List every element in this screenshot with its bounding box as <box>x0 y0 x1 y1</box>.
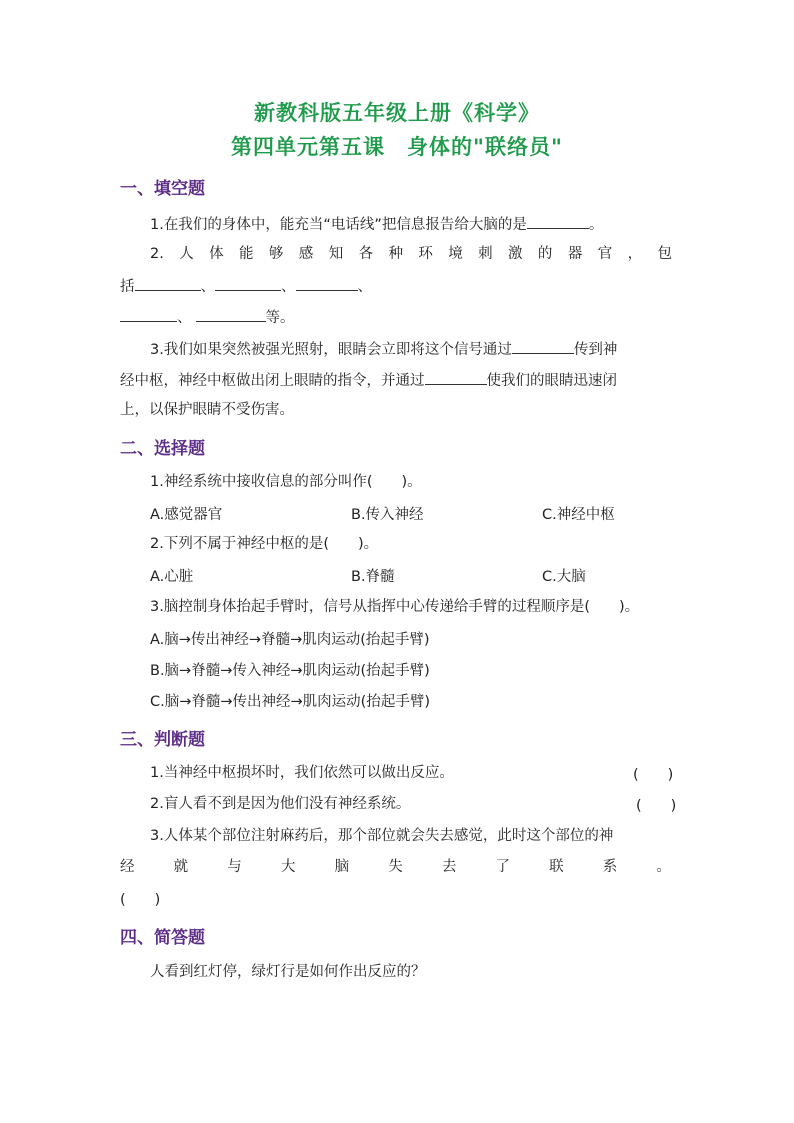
fill-q2-char: 境 <box>448 246 463 262</box>
answer-blank[interactable] <box>527 213 589 229</box>
fill-q2-char: 知 <box>328 246 344 262</box>
choice-q3-option-c[interactable]: C.脑→脊髓→传出神经→肌肉运动(抬起手臂) <box>150 694 430 710</box>
fill-q2-char: 能 <box>239 246 254 262</box>
answer-blank[interactable] <box>215 275 281 291</box>
fill-q2-char: ， <box>627 246 643 262</box>
judge-q3-char: 就 <box>173 859 189 875</box>
answer-blank[interactable] <box>425 369 487 385</box>
fill-q2-char: 2. <box>150 246 164 262</box>
fill-q1-text: 1.在我们的身体中，能充当“电话线”把信息报告给大脑的是 <box>150 217 527 233</box>
section-heading-choice: 二、选择题 <box>120 439 205 459</box>
fill-question-2-line1 <box>150 244 672 264</box>
fill-q2-prefix: 括 <box>120 279 135 295</box>
judge-q3-answer-paren[interactable]: ( ) <box>120 892 161 908</box>
section-heading-fill-in: 一、填空题 <box>120 179 205 199</box>
judge-q2-answer-paren[interactable]: ( ) <box>636 798 677 814</box>
fill-q3-text-a: 3.我们如果突然被强光照射，眼睛会立即将这个信号通过 <box>150 342 512 358</box>
fill-q2-char: 感 <box>298 246 314 262</box>
fill-q2-char: 器 <box>567 246 583 262</box>
fill-q2-char: 各 <box>358 246 374 262</box>
judge-q3-char: 与 <box>227 859 242 875</box>
choice-question-3: 3.脑控制身体抬起手臂时，信号从指挥中心传递给手臂的过程顺序是( )。 <box>150 599 640 615</box>
answer-blank[interactable] <box>196 306 266 322</box>
section-heading-short-answer: 四、简答题 <box>120 928 205 948</box>
choice-q1-option-c[interactable]: C.神经中枢 <box>542 507 615 523</box>
fill-question-2-line2 <box>120 275 676 297</box>
separator: 、 <box>357 279 372 295</box>
judge-q1-answer-paren[interactable]: ( ) <box>633 767 674 783</box>
fill-q3-text-c: 经中枢，神经中枢做出闭上眼睛的指令，并通过 <box>120 373 425 389</box>
fill-q2-char: 人 <box>179 246 194 262</box>
judge-question-2: 2.盲人看不到是因为他们没有神经系统。 <box>150 796 411 812</box>
fill-q2-char: 种 <box>388 246 403 262</box>
judge-q3-char: 大 <box>280 859 296 875</box>
judge-q3-char: 去 <box>441 859 457 875</box>
judge-question-1: 1.当神经中枢损坏时，我们依然可以做出反应。 <box>150 765 454 781</box>
separator: 、 <box>177 310 192 326</box>
fill-q2-char: 官 <box>597 246 613 262</box>
fill-q2-char: 环 <box>418 246 433 262</box>
judge-q3-char: 。 <box>656 859 671 875</box>
fill-question-3-line2 <box>120 369 676 391</box>
judge-q3-char: 联 <box>549 859 564 875</box>
fill-question-3-line3: 上，以保护眼睛不受伤害。 <box>120 402 294 418</box>
fill-q2-char: 够 <box>268 246 284 262</box>
fill-question-1 <box>150 213 676 235</box>
fill-q2-char: 激 <box>508 246 523 262</box>
section-heading-judge: 三、判断题 <box>120 730 205 750</box>
choice-q2-option-b[interactable]: B.脊髓 <box>351 569 395 585</box>
fill-question-2-line3 <box>120 306 676 328</box>
fill-question-3-line1 <box>150 338 676 360</box>
separator: 、 <box>200 279 215 295</box>
judge-q3-char: 系 <box>602 859 618 875</box>
answer-blank[interactable] <box>512 338 574 354</box>
choice-q2-option-a[interactable]: A.心脏 <box>150 569 194 585</box>
choice-q3-option-b[interactable]: B.脑→脊髓→传入神经→肌肉运动(抬起手臂) <box>150 663 430 679</box>
judge-q3-char: 失 <box>388 859 403 875</box>
fill-q2-char: 包 <box>657 246 672 262</box>
lesson-title: 第四单元第五课 身体的"联络员" <box>231 134 563 159</box>
separator: 、 <box>281 279 296 295</box>
answer-blank[interactable] <box>120 306 177 322</box>
judge-q3-char: 了 <box>495 859 510 875</box>
choice-q3-option-a[interactable]: A.脑→传出神经→脊髓→肌肉运动(抬起手臂) <box>150 632 430 648</box>
choice-q1-option-a[interactable]: A.感觉器官 <box>150 507 223 523</box>
judge-q3-char: 脑 <box>334 859 350 875</box>
judge-question-3-line2 <box>120 857 671 877</box>
answer-blank[interactable] <box>135 275 201 291</box>
fill-q2-end: 等。 <box>265 310 295 326</box>
fill-q2-char: 体 <box>209 246 224 262</box>
fill-q2-char: 的 <box>537 246 553 262</box>
choice-q1-option-b[interactable]: B.传入神经 <box>351 507 424 523</box>
fill-q3-text-d: 使我们的眼睛迅速闭 <box>486 373 617 389</box>
short-answer-question-1: 人看到红灯停，绿灯行是如何作出反应的？ <box>150 964 426 980</box>
judge-q3-char: 经 <box>120 859 135 875</box>
answer-blank[interactable] <box>296 275 358 291</box>
document-title: 新教科版五年级上册《科学》 <box>254 100 540 125</box>
fill-q2-char: 刺 <box>478 246 493 262</box>
choice-q2-option-c[interactable]: C.大脑 <box>542 569 586 585</box>
fill-q3-text-b: 传到神 <box>573 342 618 358</box>
choice-question-2: 2.下列不属于神经中枢的是( )。 <box>150 536 379 552</box>
judge-question-3-line1: 3.人体某个部位注射麻药后，那个部位就会失去感觉，此时这个部位的神 <box>150 828 614 844</box>
fill-q1-end: 。 <box>588 217 604 233</box>
choice-question-1: 1.神经系统中接收信息的部分叫作( )。 <box>150 474 422 490</box>
